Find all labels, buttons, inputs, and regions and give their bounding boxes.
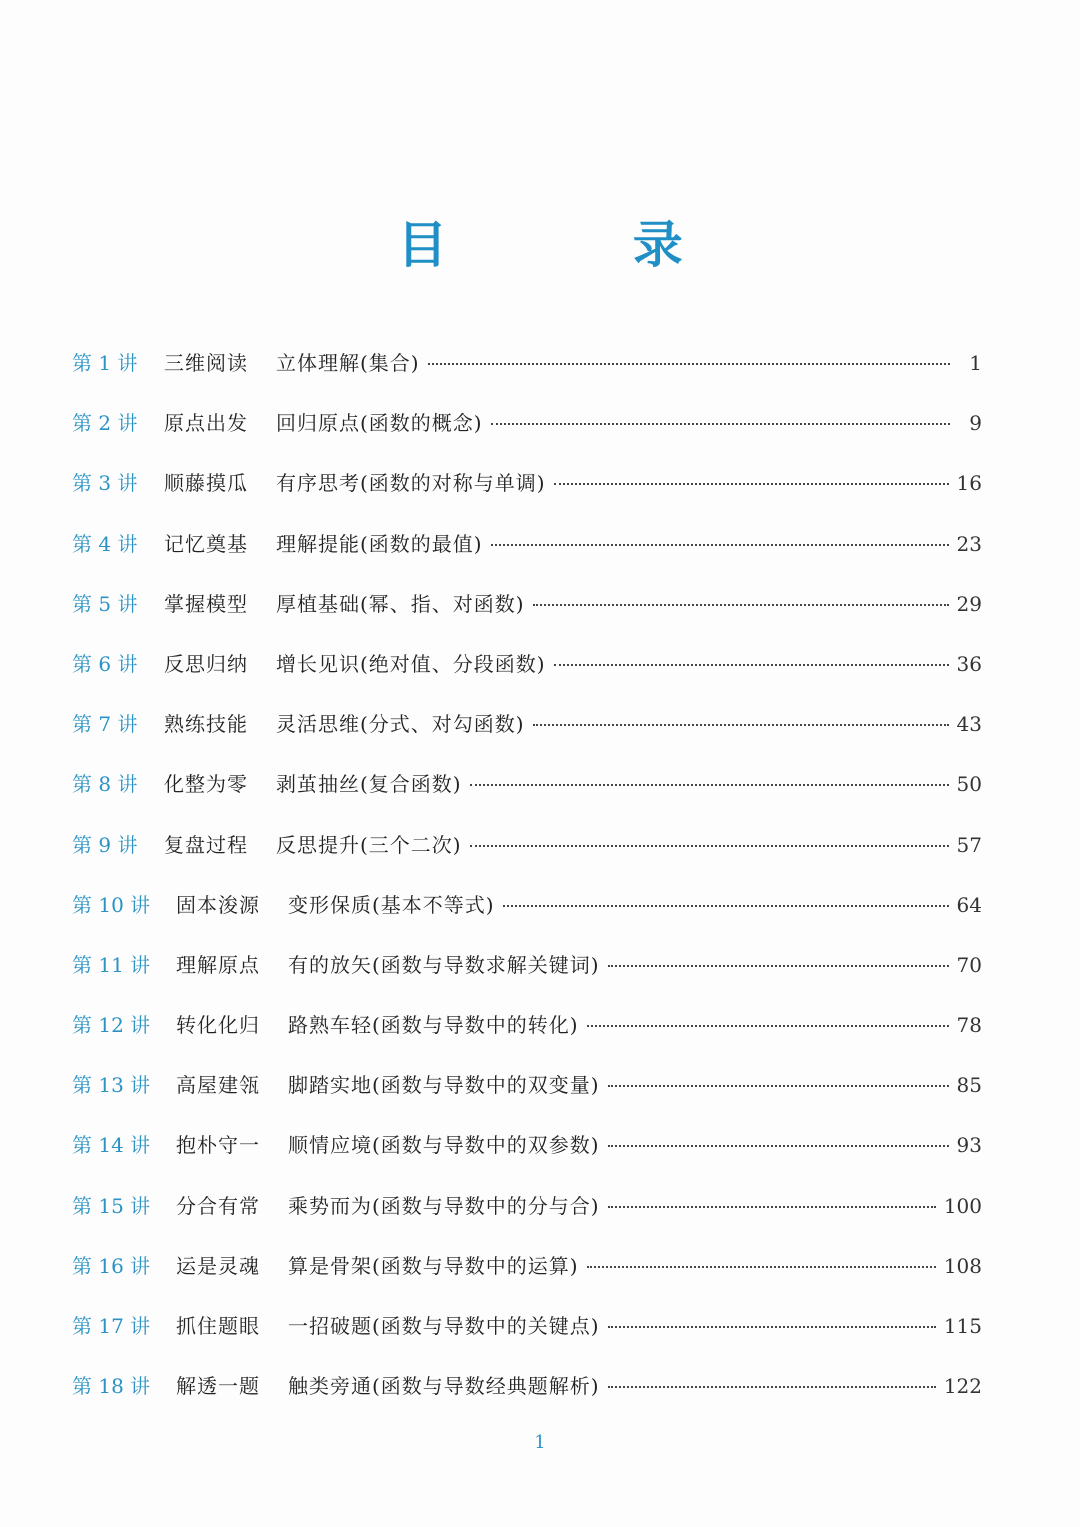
entry-page-number: 29 <box>956 591 982 616</box>
dot-leader <box>587 1266 936 1268</box>
toc-entry <box>72 1370 982 1430</box>
entry-page-number: 122 <box>943 1374 982 1399</box>
lecture-topic: 高屋建瓴 <box>176 1073 260 1098</box>
toc-entry <box>72 768 982 828</box>
toc-entry <box>72 1190 982 1250</box>
dot-leader <box>608 1386 936 1388</box>
lecture-number: 第 10 讲 <box>72 892 151 917</box>
lecture-number: 第 4 讲 <box>72 531 138 556</box>
lecture-subtitle: 触类旁通(函数与导数经典题解析) <box>288 1374 600 1399</box>
entry-page-number: 100 <box>943 1193 982 1218</box>
lecture-number: 第 9 讲 <box>72 832 138 857</box>
entry-page-number: 43 <box>956 712 982 737</box>
lecture-subtitle: 厚植基础(幂、指、对函数) <box>276 591 525 616</box>
entry-page-number: 78 <box>956 1013 982 1038</box>
toc-entry <box>72 588 982 648</box>
lecture-number: 第 18 讲 <box>72 1374 151 1399</box>
dot-leader <box>428 363 950 365</box>
entry-page-number: 85 <box>956 1073 982 1098</box>
lecture-subtitle: 有序思考(函数的对称与单调) <box>276 471 546 496</box>
entry-page-number: 57 <box>956 832 982 857</box>
lecture-topic: 抱朴守一 <box>176 1133 260 1158</box>
toc-entry <box>72 467 982 527</box>
lecture-subtitle: 脚踏实地(函数与导数中的双变量) <box>288 1073 600 1098</box>
lecture-topic: 顺藤摸瓜 <box>164 471 248 496</box>
entry-page-number: 64 <box>956 892 982 917</box>
dot-leader <box>587 1025 949 1027</box>
toc-entry <box>72 407 982 467</box>
lecture-number: 第 7 讲 <box>72 712 138 737</box>
entry-page-number: 23 <box>956 531 982 556</box>
lecture-topic: 化整为零 <box>164 772 248 797</box>
dot-leader <box>608 1206 936 1208</box>
entry-page-number: 108 <box>943 1253 982 1278</box>
lecture-topic: 运是灵魂 <box>176 1253 260 1278</box>
entry-page-number: 9 <box>969 411 982 436</box>
lecture-subtitle: 路熟车轻(函数与导数中的转化) <box>288 1013 579 1038</box>
lecture-number: 第 17 讲 <box>72 1314 151 1338</box>
lecture-topic: 掌握模型 <box>164 591 248 616</box>
lecture-topic: 原点出发 <box>164 411 248 436</box>
toc-entry <box>72 1069 982 1129</box>
lecture-number: 第 15 讲 <box>72 1193 151 1218</box>
lecture-subtitle: 顺情应境(函数与导数中的双参数) <box>288 1133 600 1158</box>
lecture-number: 第 5 讲 <box>72 591 138 616</box>
toc-entry <box>72 889 982 949</box>
lecture-number: 第 13 讲 <box>72 1073 151 1098</box>
toc-entry <box>72 1250 982 1310</box>
lecture-topic: 记忆奠基 <box>164 531 248 556</box>
toc-entry <box>72 528 982 588</box>
entry-page-number: 93 <box>956 1133 982 1158</box>
dot-leader <box>608 1326 936 1328</box>
lecture-subtitle: 有的放矢(函数与导数求解关键词) <box>288 952 600 977</box>
lecture-topic: 固本浚源 <box>176 892 260 917</box>
lecture-number: 第 3 讲 <box>72 471 138 496</box>
lecture-subtitle: 剥茧抽丝(复合函数) <box>276 772 462 797</box>
entry-page-number: 70 <box>956 952 982 977</box>
lecture-topic: 三维阅读 <box>164 351 248 375</box>
lecture-number: 第 11 讲 <box>72 952 151 977</box>
lecture-number: 第 8 讲 <box>72 772 138 797</box>
lecture-topic: 复盘过程 <box>164 832 248 857</box>
dot-leader <box>608 1145 949 1147</box>
dot-leader <box>554 483 949 485</box>
dot-leader <box>491 423 950 425</box>
lecture-subtitle: 理解提能(函数的最值) <box>276 531 483 556</box>
lecture-subtitle: 灵活思维(分式、对勾函数) <box>276 712 525 737</box>
lecture-subtitle: 回归原点(函数的概念) <box>276 411 483 436</box>
lecture-topic: 抓住题眼 <box>176 1314 260 1338</box>
lecture-number: 第 12 讲 <box>72 1013 151 1038</box>
dot-leader <box>470 784 949 786</box>
lecture-subtitle: 变形保质(基本不等式) <box>288 892 495 917</box>
toc-entry <box>72 708 982 768</box>
lecture-subtitle: 反思提升(三个二次) <box>276 832 462 857</box>
entry-page-number: 16 <box>956 471 982 496</box>
lecture-subtitle: 乘势而为(函数与导数中的分与合) <box>288 1193 600 1218</box>
toc-entry <box>72 829 982 889</box>
dot-leader <box>503 905 949 907</box>
toc-entry <box>72 949 982 1009</box>
table-of-contents <box>72 347 982 1430</box>
lecture-number: 第 16 讲 <box>72 1253 151 1278</box>
toc-entry <box>72 347 982 407</box>
lecture-subtitle: 增长见识(绝对值、分段函数) <box>276 651 546 676</box>
page-title: 目 录 <box>397 216 767 274</box>
lecture-topic: 解透一题 <box>176 1374 260 1399</box>
dot-leader <box>608 965 949 967</box>
dot-leader <box>491 544 949 546</box>
dot-leader <box>470 845 949 847</box>
lecture-topic: 转化化归 <box>176 1013 260 1038</box>
dot-leader <box>533 724 949 726</box>
lecture-number: 第 2 讲 <box>72 411 138 436</box>
page-number: 1 <box>534 1432 546 1453</box>
dot-leader <box>554 664 949 666</box>
lecture-topic: 熟练技能 <box>164 712 248 737</box>
entry-page-number: 115 <box>943 1314 982 1338</box>
dot-leader <box>533 604 949 606</box>
toc-entry <box>72 1310 982 1370</box>
toc-entry <box>72 648 982 708</box>
entry-page-number: 50 <box>956 772 982 797</box>
lecture-topic: 反思归纳 <box>164 651 248 676</box>
toc-entry <box>72 1129 982 1189</box>
entry-page-number: 36 <box>956 651 982 676</box>
entry-page-number: 1 <box>969 351 982 375</box>
lecture-number: 第 1 讲 <box>72 351 138 375</box>
lecture-subtitle: 一招破题(函数与导数中的关键点) <box>288 1314 600 1338</box>
lecture-number: 第 14 讲 <box>72 1133 151 1158</box>
lecture-subtitle: 算是骨架(函数与导数中的运算) <box>288 1253 579 1278</box>
toc-entry <box>72 1009 982 1069</box>
lecture-topic: 分合有常 <box>176 1193 260 1218</box>
dot-leader <box>608 1085 949 1087</box>
lecture-subtitle: 立体理解(集合) <box>276 351 420 375</box>
lecture-topic: 理解原点 <box>176 952 260 977</box>
lecture-number: 第 6 讲 <box>72 651 138 676</box>
